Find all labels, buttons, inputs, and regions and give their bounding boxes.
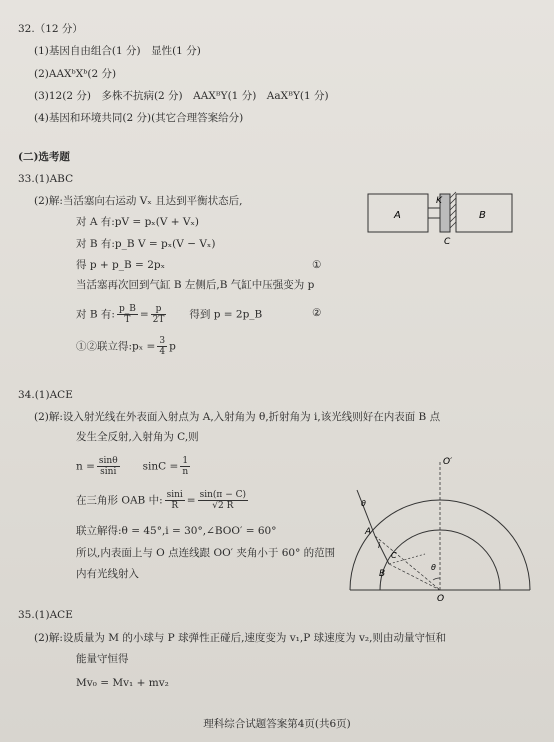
optics-diagram xyxy=(345,452,535,602)
q32-line-3: (3)12(2 分) 多株不抗病(2 分) AAXᴮY(1 分) AaXᴮY(1 分) xyxy=(34,90,329,102)
q34-line-3: 发生全反射,入射角为 C,则 xyxy=(76,431,199,443)
piston-hatch xyxy=(450,192,456,228)
label-theta: θ xyxy=(361,499,366,508)
q34-line-6: 联立解得:θ = 45°,i = 30°,∠BOO′ = 60° xyxy=(76,525,277,537)
q33-line-4: 对 B 有:p_B V = pₓ(V − Vₓ) xyxy=(76,238,216,250)
label-k: K xyxy=(436,196,442,206)
q32-line-2: (2)AAXᵇXᵇ(2 分) xyxy=(34,68,117,80)
q32-header: 32.（12 分） xyxy=(18,23,83,35)
label-theta-center: θ xyxy=(431,563,436,572)
label-b: B xyxy=(379,569,386,579)
label-c: C xyxy=(444,237,451,247)
label-i: i xyxy=(378,541,381,550)
q34-line-5: 在三角形 OAB 中: $\frac{\sin i}{R}$ = $\frac{\sin(\pi - C)}{√2 R}$ xyxy=(76,490,246,511)
q33-line-7: 对 B 有: $\frac{p\_B}{T}$ = $\frac{p}{2T}$ 得到 p = 2p_B xyxy=(76,304,263,325)
q33-line-1: 33.(1)ABC xyxy=(18,173,74,185)
label-b: B xyxy=(479,210,486,221)
q35-line-3: 能量守恒得 xyxy=(76,653,129,665)
angle-arc xyxy=(433,578,440,580)
label-a: A xyxy=(365,527,372,537)
connecting-pipe xyxy=(428,208,440,218)
q33-line-5: 得 p + p_B = 2pₓ xyxy=(76,259,166,271)
q34-line-8: 内有光线射入 xyxy=(76,568,139,580)
q33-line-8: ①②联立得:pₓ = $\frac{3}{4}$ p xyxy=(76,336,176,357)
q35-line-4: Mv₀ = Mv₁ + mv₂ xyxy=(76,677,169,689)
q33-line-6: 当活塞再次回到气缸 B 左侧后,B 气缸中压强变为 p xyxy=(76,279,315,291)
q33-mark-1: ① xyxy=(312,259,322,271)
q34-line-4: n = $\frac{\sin\theta}{\sin i}$ sinC = $\frac{1}{n}$ xyxy=(76,456,189,477)
section-title: (二)选考题 xyxy=(18,151,70,163)
q35-line-2: (2)解:设质量为 M 的小球与 P 球弹性正碰后,速度变为 v₁,P 球速度为 v₂,则由动量守恒和 xyxy=(34,632,446,644)
label-o-prime: O′ xyxy=(443,457,453,467)
q32-line-1: (1)基因自由组合(1 分) 显性(1 分) xyxy=(34,45,201,57)
label-a: A xyxy=(394,210,401,221)
q33-line-3: 对 A 有:pV = pₓ(V + Vₓ) xyxy=(76,216,200,228)
label-o: O xyxy=(437,594,445,602)
q33-line-2: (2)解:当活塞向右运动 Vₓ 且达到平衡状态后, xyxy=(34,195,243,207)
q33-mark-2: ② xyxy=(312,307,322,319)
page-footer: 理科综合试题答案第4页(共6页) xyxy=(203,718,351,730)
label-c: C xyxy=(391,551,397,560)
q34-line-1: 34.(1)ACE xyxy=(18,389,73,401)
q32-line-4: (4)基因和环境共同(2 分)(其它合理答案给分) xyxy=(34,112,244,124)
cylinder-diagram xyxy=(360,188,530,248)
q34-line-7: 所以,内表面上与 O 点连线跟 OO′ 夹角小于 60° 的范围 xyxy=(76,547,336,559)
q34-line-2: (2)解:设入射光线在外表面入射点为 A,入射角为 θ,折射角为 i,该光线则好在内表面 B 点 xyxy=(34,411,441,423)
q35-line-1: 35.(1)ACE xyxy=(18,609,73,621)
